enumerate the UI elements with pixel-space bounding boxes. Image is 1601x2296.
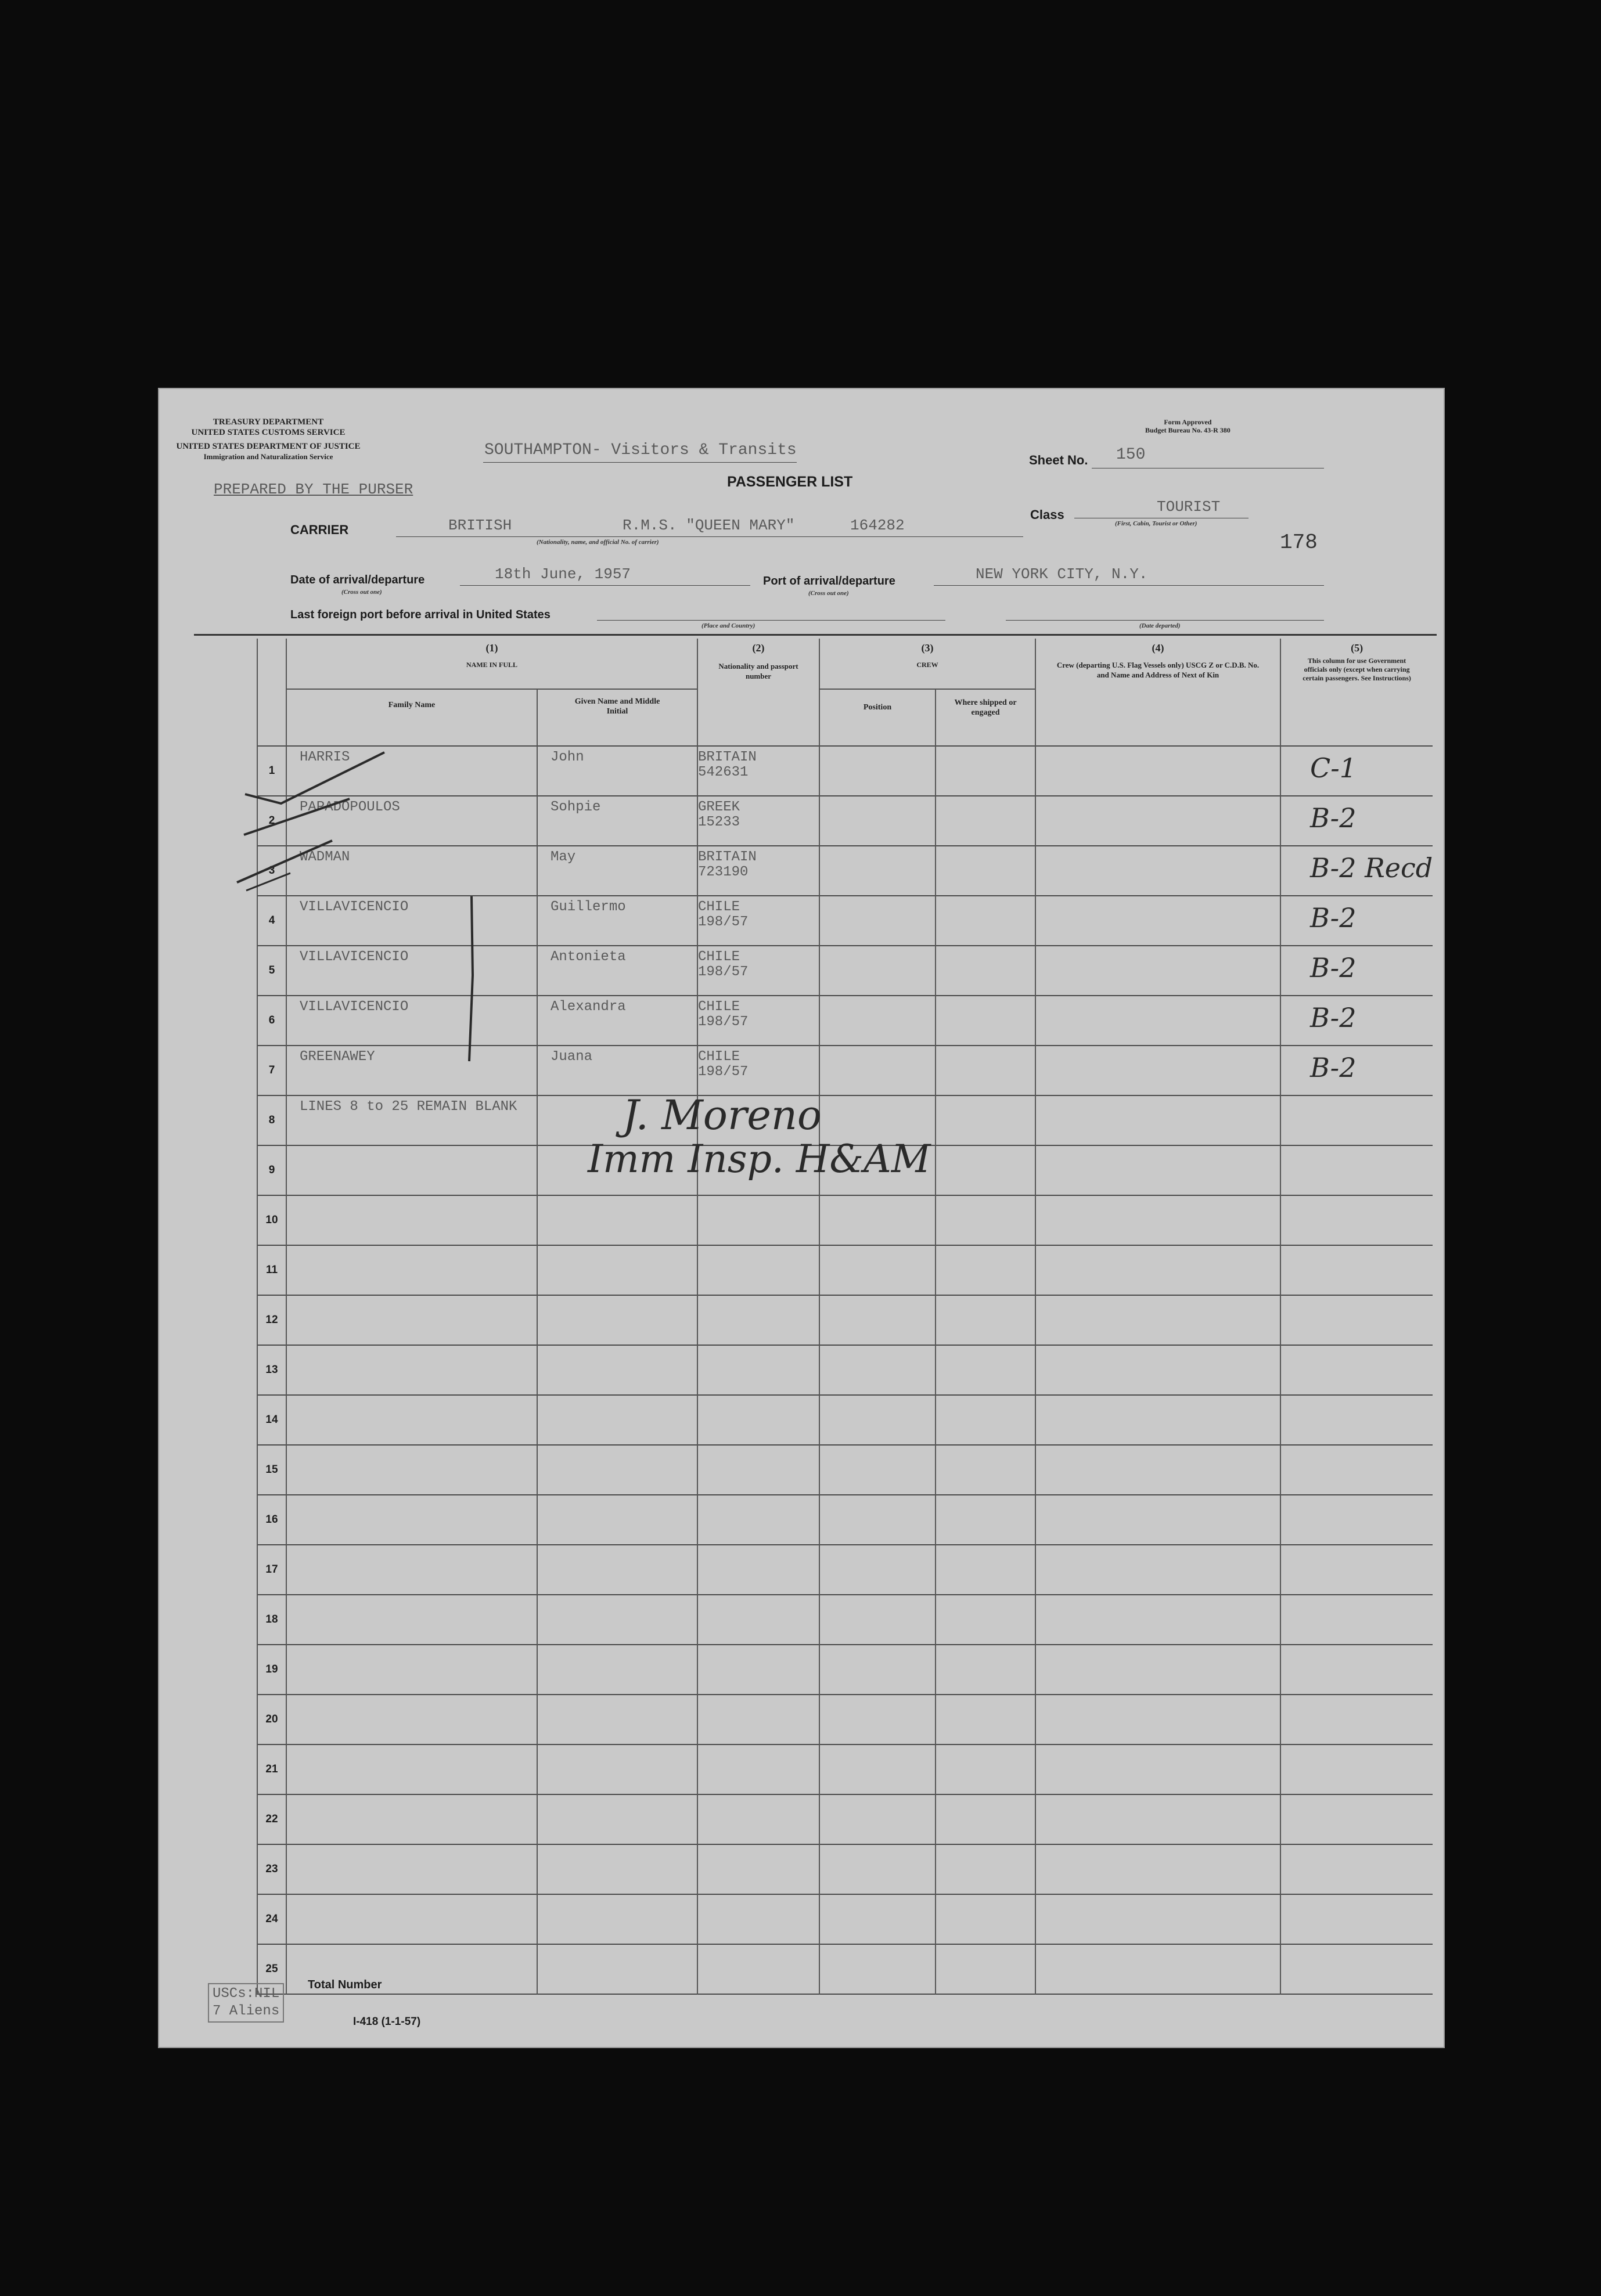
passport-number: 198/57 <box>698 1014 749 1030</box>
position-header: Position <box>819 689 936 746</box>
nationality: BRITAIN <box>698 849 757 865</box>
row-number: 5 <box>257 946 286 996</box>
col3-title: CREW <box>916 661 938 669</box>
given-name-label: Given Name and Middle Initial <box>574 697 660 716</box>
row-number: 23 <box>257 1844 286 1894</box>
family-name: PAPADOPOULOS <box>300 799 400 815</box>
prepared-by-text: PREPARED BY THE PURSER <box>214 481 413 498</box>
inspector-signature: J. Moreno <box>623 1091 822 1139</box>
sheet-label: Sheet No. <box>1029 453 1088 467</box>
given-name: John <box>551 749 584 765</box>
row-number: 19 <box>257 1645 286 1695</box>
inspector-title: Imm Insp. H&AM <box>588 1137 931 1181</box>
passport-number: 198/57 <box>698 964 749 980</box>
col2-title: Nationality and passport number <box>718 662 798 680</box>
agency-line: TREASURY DEPARTMENT <box>213 417 324 427</box>
date-label: Date of arrival/departure <box>290 574 425 586</box>
family-name: LINES 8 to 25 REMAIN BLANK <box>300 1099 517 1115</box>
agency-line: Immigration and Naturalization Service <box>203 452 333 461</box>
class-value: TOURIST <box>1157 498 1221 516</box>
check-mark-icon <box>245 752 384 803</box>
col2-number: (2) <box>752 642 765 654</box>
given-name: Sohpie <box>551 799 601 815</box>
visa-class: B-2 <box>1310 902 1357 933</box>
col4-number: (4) <box>1152 642 1164 654</box>
row-number: 11 <box>257 1245 286 1295</box>
passenger-list-form <box>158 388 1445 2048</box>
nationality: BRITAIN <box>698 749 757 765</box>
given-name: Guillermo <box>551 899 626 915</box>
agency-line: UNITED STATES DEPARTMENT OF JUSTICE <box>176 442 361 451</box>
stamp-line: USCs:NIL <box>213 1986 280 2002</box>
row-number: 24 <box>257 1894 286 1944</box>
date-departed-note: (Date departed) <box>1139 622 1181 629</box>
carrier-nationality: BRITISH <box>448 517 512 534</box>
row-number: 3 <box>257 846 286 896</box>
row-number: 6 <box>257 996 286 1046</box>
date-value: 18th June, 1957 <box>495 565 631 583</box>
passport-number: 198/57 <box>698 1064 749 1080</box>
row-number: 1 <box>257 746 286 796</box>
row-number: 17 <box>257 1545 286 1595</box>
family-name-header: Family Name <box>286 689 537 746</box>
family-name: VILLAVICENCIO <box>300 899 409 915</box>
passport-number: 198/57 <box>698 914 749 930</box>
given-name: Alexandra <box>551 999 626 1015</box>
nationality: CHILE <box>698 999 740 1015</box>
nationality: CHILE <box>698 899 740 915</box>
form-approved-line: Budget Bureau No. 43-R 380 <box>1145 426 1231 434</box>
place-note: (Place and Country) <box>701 622 755 629</box>
visa-class: B-2 <box>1310 802 1357 834</box>
row-number: 9 <box>257 1145 286 1195</box>
where-shipped-label: Where shipped or engaged <box>954 698 1017 717</box>
carrier-note: (Nationality, name, and official No. of carrier) <box>537 539 659 546</box>
sheet-number: 150 <box>1116 446 1146 464</box>
visa-class: B-2 <box>1310 1002 1357 1033</box>
agency-line: UNITED STATES CUSTOMS SERVICE <box>191 428 346 437</box>
carrier-name: R.M.S. "QUEEN MARY" <box>623 517 795 534</box>
page-number: 178 <box>1280 531 1318 554</box>
row-number: 20 <box>257 1695 286 1744</box>
visa-class: B-2 Recd <box>1310 852 1433 884</box>
check-mark-icon <box>469 896 473 1061</box>
row-number: 10 <box>257 1195 286 1245</box>
total-number-label: Total Number <box>308 1978 382 1991</box>
given-name: May <box>551 849 576 865</box>
family-name: WADMAN <box>300 849 350 865</box>
row-number: 2 <box>257 796 286 846</box>
passport-number: 15233 <box>698 814 740 830</box>
visa-class: B-2 <box>1310 1052 1357 1083</box>
row-number: 25 <box>257 1944 286 1994</box>
row-number: 18 <box>257 1595 286 1645</box>
port-note: (Cross out one) <box>808 590 849 597</box>
carrier-label: CARRIER <box>290 522 349 537</box>
col5-title: This column for use Government officials only (except when carrying certain passengers. See Instructions) <box>1303 657 1411 682</box>
row-number: 12 <box>257 1295 286 1345</box>
family-name: GREENAWEY <box>300 1049 375 1065</box>
page-title: PASSENGER LIST <box>727 474 853 490</box>
visa-class: C-1 <box>1310 752 1357 784</box>
given-name: Juana <box>551 1049 593 1065</box>
family-name: VILLAVICENCIO <box>300 949 409 965</box>
row-number: 7 <box>257 1046 286 1095</box>
family-name: HARRIS <box>300 749 350 765</box>
nationality: CHILE <box>698 1049 740 1065</box>
col5-number: (5) <box>1351 642 1363 654</box>
row-number: 4 <box>257 896 286 946</box>
row-number: 21 <box>257 1744 286 1794</box>
given-name: Antonieta <box>551 949 626 965</box>
row-number: 16 <box>257 1495 286 1545</box>
date-note: (Cross out one) <box>341 589 382 596</box>
row-number: 8 <box>257 1095 286 1145</box>
route-text: SOUTHAMPTON- Visitors & Transits <box>484 441 797 459</box>
class-note: (First, Cabin, Tourist or Other) <box>1115 520 1197 527</box>
nationality: CHILE <box>698 949 740 965</box>
col4-title: Crew (departing U.S. Flag Vessels only) USCG Z or C.D.B. No. and Name and Address of Next of Kin <box>1056 661 1260 679</box>
row-number: 15 <box>257 1445 286 1495</box>
form-approved-line: Form Approved <box>1164 418 1212 426</box>
passport-number: 723190 <box>698 864 749 880</box>
row-number: 14 <box>257 1395 286 1445</box>
col1-number: (1) <box>485 642 498 654</box>
form-id: I-418 (1-1-57) <box>353 2016 421 2028</box>
passport-number: 542631 <box>698 765 749 780</box>
row-number: 22 <box>257 1794 286 1844</box>
check-mark-icon <box>244 799 350 835</box>
uscs-stamp <box>208 1983 284 2023</box>
port-value: NEW YORK CITY, N.Y. <box>976 565 1148 583</box>
port-label: Port of arrival/departure <box>763 575 895 587</box>
visa-class: B-2 <box>1310 952 1357 983</box>
carrier-number: 164282 <box>850 517 905 534</box>
last-port-label: Last foreign port before arrival in United States <box>290 608 551 621</box>
stamp-line: 7 Aliens <box>213 2003 280 2019</box>
col3-number: (3) <box>921 642 934 654</box>
handwritten-marks <box>158 388 1445 2048</box>
class-label: Class <box>1030 507 1064 522</box>
family-name: VILLAVICENCIO <box>300 999 409 1015</box>
nationality: GREEK <box>698 799 740 815</box>
row-number: 13 <box>257 1345 286 1395</box>
col1-title: NAME IN FULL <box>466 661 517 669</box>
